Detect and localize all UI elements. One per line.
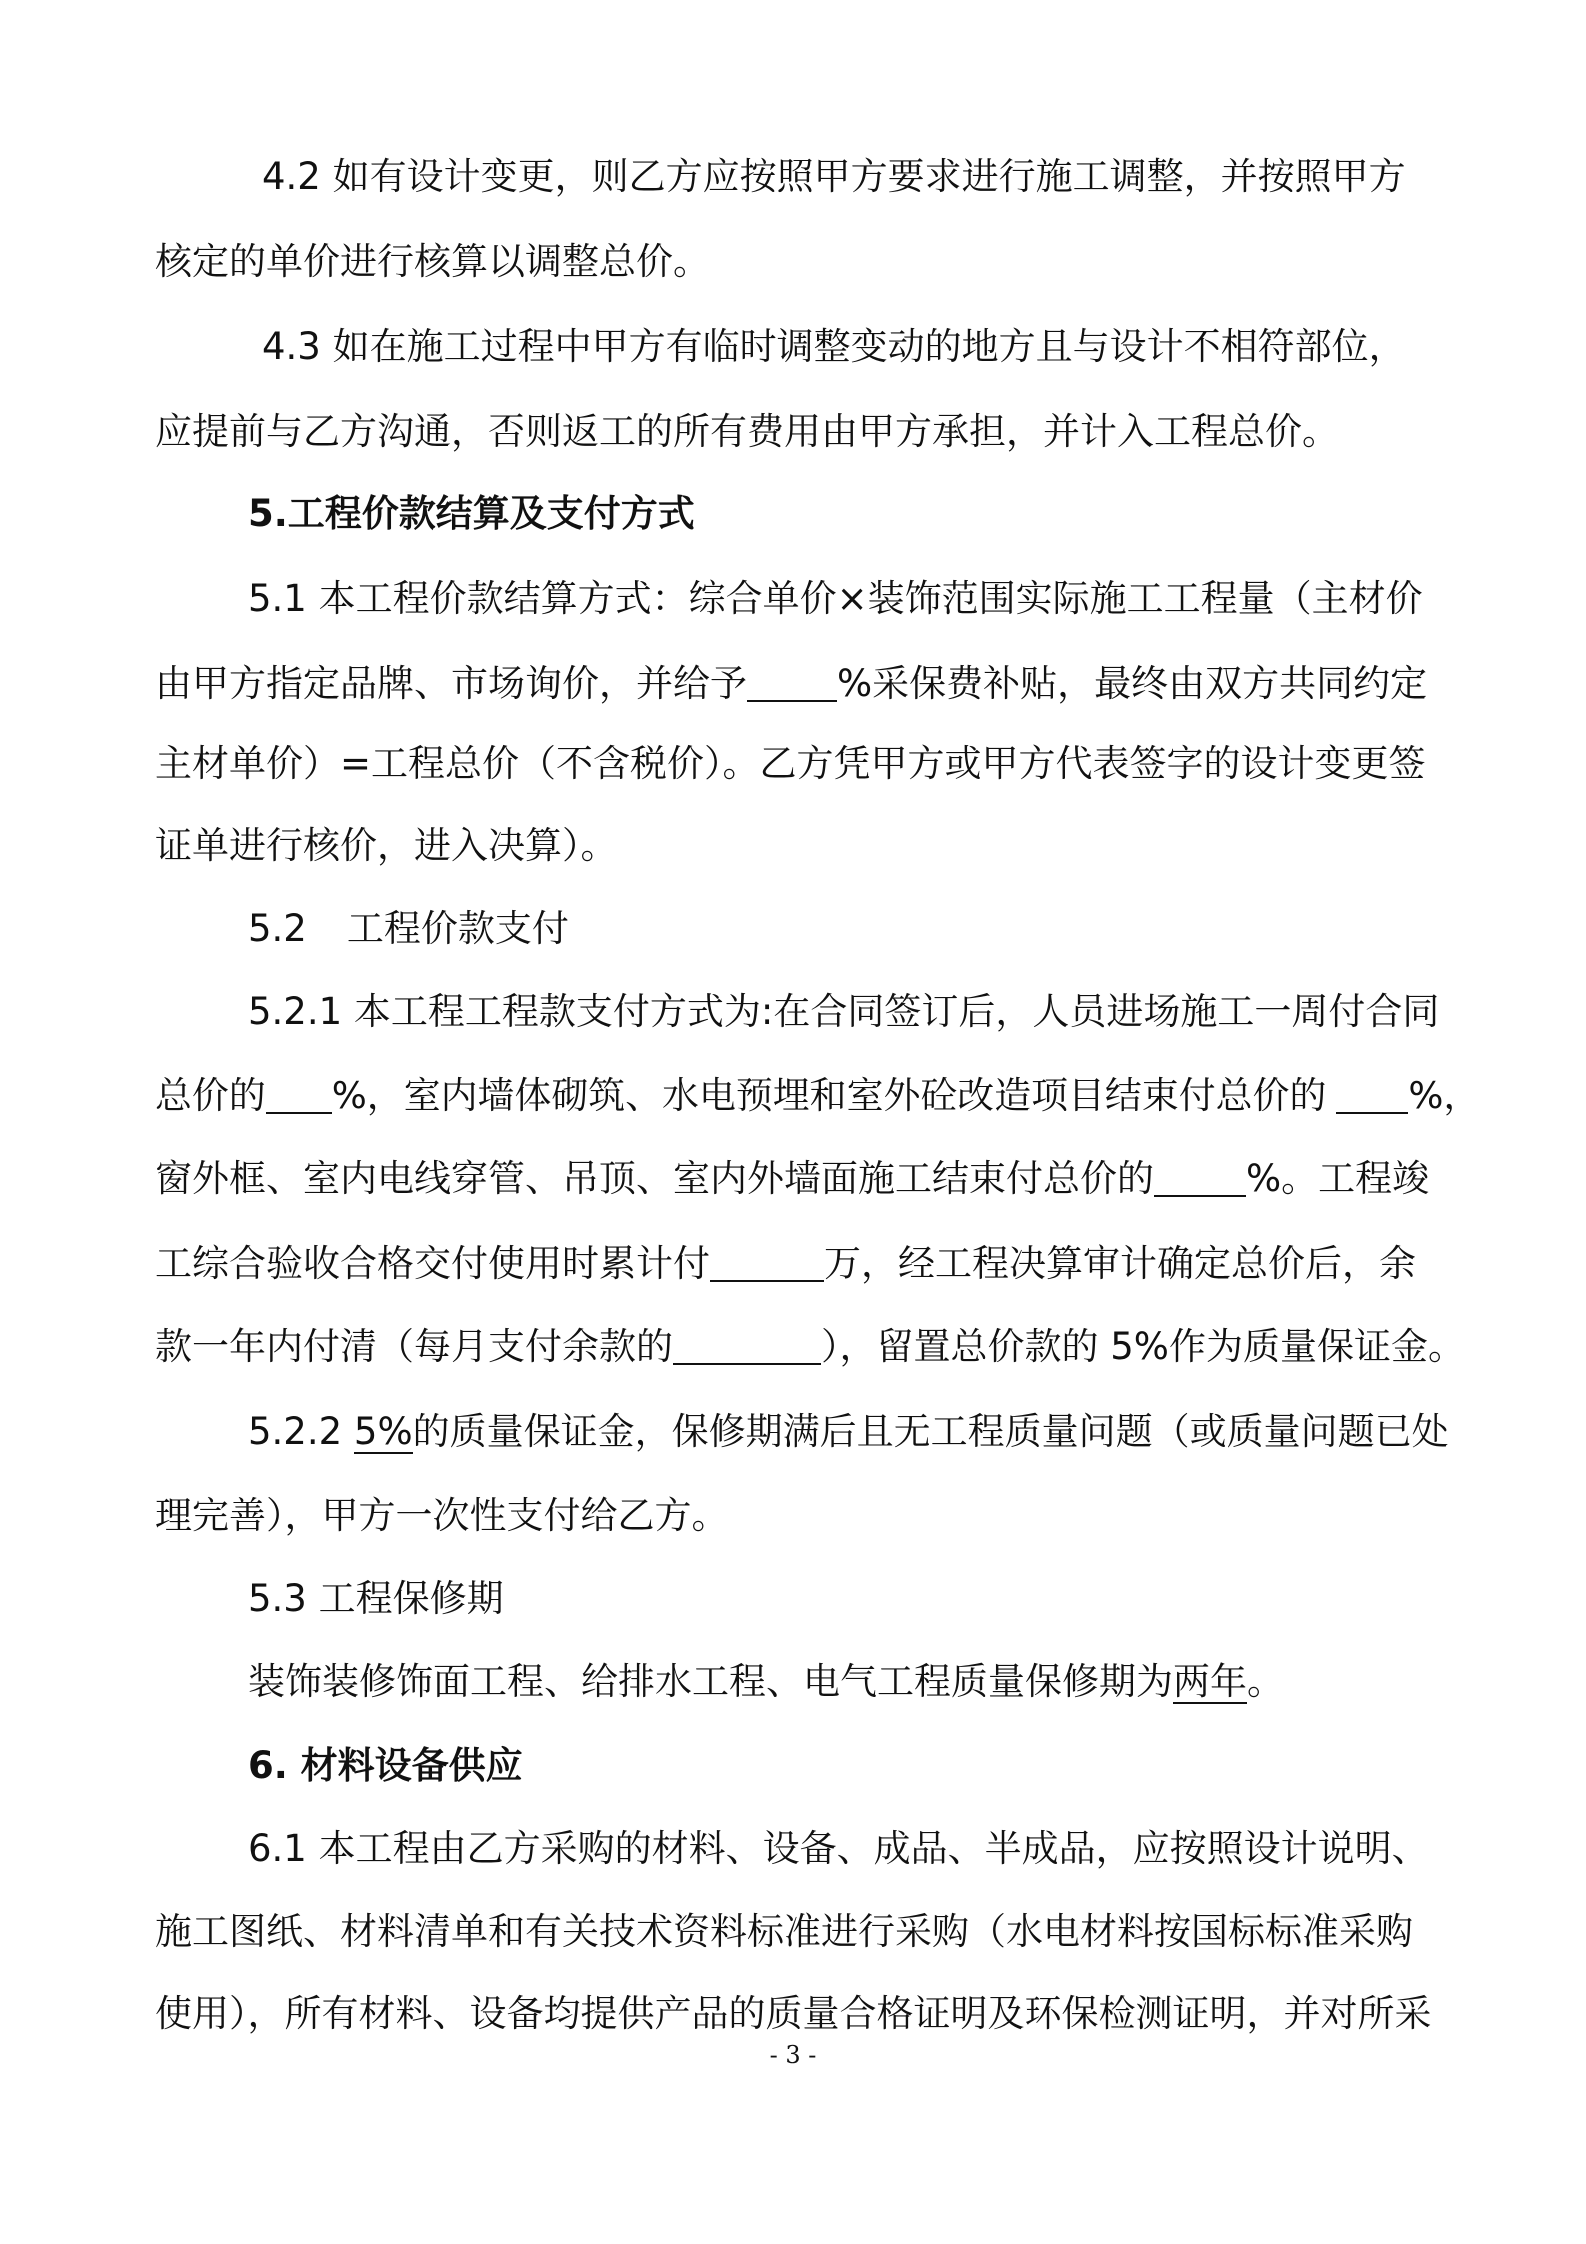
- fill-in-blank[interactable]: [673, 1325, 821, 1365]
- clause-5-1-line-3: 主材单价）=工程总价（不含税价）。乙方凭甲方或甲方代表签字的设计变更签: [155, 742, 1426, 785]
- clause-5-1-line-2-text-a: 由甲方指定品牌、市场询价，并给予: [155, 662, 747, 705]
- fill-in-blank[interactable]: [266, 1074, 332, 1114]
- section-5-2-heading: [248, 905, 569, 953]
- clause-5-2-1-line-5-text-b: ），留置总价款的 5%作为质量保证金。: [821, 1325, 1465, 1368]
- clause-5-2-1-line-1: 5.2.1 本工程工程款支付方式为:在合同签订后，人员进场施工一周付合同: [248, 990, 1440, 1033]
- clause-5-2-1-line-4-text-b: 万，经工程决算审计确定总价后，余: [824, 1242, 1416, 1285]
- clause-6-1-line-1: 6.1 本工程由乙方采购的材料、设备、成品、半成品，应按照设计说明、: [248, 1827, 1429, 1870]
- clause-5-1-line-1: 5.1 本工程价款结算方式：综合单价×装饰范围实际施工工程量（主材价: [248, 577, 1423, 620]
- clause-6-1-line-2: 施工图纸、材料清单和有关技术资料标准进行采购（水电材料按国标标准采购: [155, 1910, 1413, 1953]
- clause-5-3-text-a: 装饰装修饰面工程、给排水工程、电气工程质量保修期为: [248, 1660, 1173, 1703]
- section-5-2-number: 5.2: [248, 907, 307, 950]
- section-5-heading: 5.工程价款结算及支付方式: [248, 492, 695, 535]
- clause-5-2-1-line-2-text-c: %，: [1408, 1074, 1481, 1117]
- clause-5-2-1-line-3: [155, 1155, 1429, 1203]
- page-number: - 3 -: [769, 2041, 817, 2069]
- fill-in-blank[interactable]: [1154, 1157, 1246, 1197]
- clause-5-2-1-line-2-text-b: %，室内墙体砌筑、水电预埋和室外砼改造项目结束付总价的: [331, 1074, 1327, 1117]
- clause-5-1-line-4: 证单进行核价，进入决算）。: [155, 824, 618, 867]
- clause-5-2-1-line-5-text-a: 款一年内付清（每月支付余款的: [155, 1325, 673, 1368]
- clause-4-3-line-2: 应提前与乙方沟通，否则返工的所有费用由甲方承担，并计入工程总价。: [155, 410, 1339, 453]
- clause-5-2-1-line-3-text-a: 窗外框、室内电线穿管、吊顶、室内外墙面施工结束付总价的: [155, 1157, 1154, 1200]
- underlined-percentage: 5%: [353, 1410, 413, 1453]
- fill-in-blank[interactable]: [747, 662, 837, 702]
- section-5-3-heading: 5.3 工程保修期: [248, 1577, 504, 1620]
- section-6-heading: 6. 材料设备供应: [248, 1744, 523, 1787]
- clause-4-2-line-1: 4.2 如有设计变更，则乙方应按照甲方要求进行施工调整，并按照甲方: [262, 155, 1406, 198]
- clause-5-1-line-2: [155, 660, 1427, 708]
- clause-5-3-text-c: 。: [1247, 1660, 1284, 1703]
- clause-5-2-1-line-4-text-a: 工综合验收合格交付使用时累计付: [155, 1242, 710, 1285]
- clause-5-2-1-line-2-text-a: 总价的: [155, 1074, 266, 1117]
- clause-5-1-line-2-text-b: %采保费补贴，最终由双方共同约定: [837, 662, 1428, 705]
- clause-6-1-line-3: 使用），所有材料、设备均提供产品的质量合格证明及环保检测证明，并对所采: [155, 1992, 1432, 2035]
- section-5-2-title: 工程价款支付: [346, 907, 569, 950]
- clause-5-2-1-line-3-text-b: %。工程竣: [1246, 1157, 1430, 1200]
- clause-5-2-1-line-2: [155, 1072, 1480, 1120]
- clause-4-3-line-1: 4.3 如在施工过程中甲方有临时调整变动的地方且与设计不相符部位，: [262, 325, 1406, 368]
- clause-5-2-2-number: 5.2.2: [248, 1410, 343, 1453]
- underlined-warranty-period: 两年: [1173, 1660, 1247, 1703]
- clause-5-2-2-line-1-text: 的质量保证金，保修期满后且无工程质量问题（或质量问题已处: [412, 1410, 1449, 1453]
- clause-5-3-text: [248, 1658, 1284, 1706]
- clause-5-2-1-line-5: [155, 1323, 1465, 1371]
- clause-4-2-line-2: 核定的单价进行核算以调整总价。: [155, 240, 710, 283]
- clause-5-2-2-line-1: [248, 1408, 1449, 1456]
- clause-5-2-1-line-4: [155, 1240, 1416, 1288]
- clause-5-2-2-line-2: 理完善），甲方一次性支付给乙方。: [155, 1494, 729, 1537]
- fill-in-blank[interactable]: [1336, 1074, 1408, 1114]
- fill-in-blank[interactable]: [710, 1242, 824, 1282]
